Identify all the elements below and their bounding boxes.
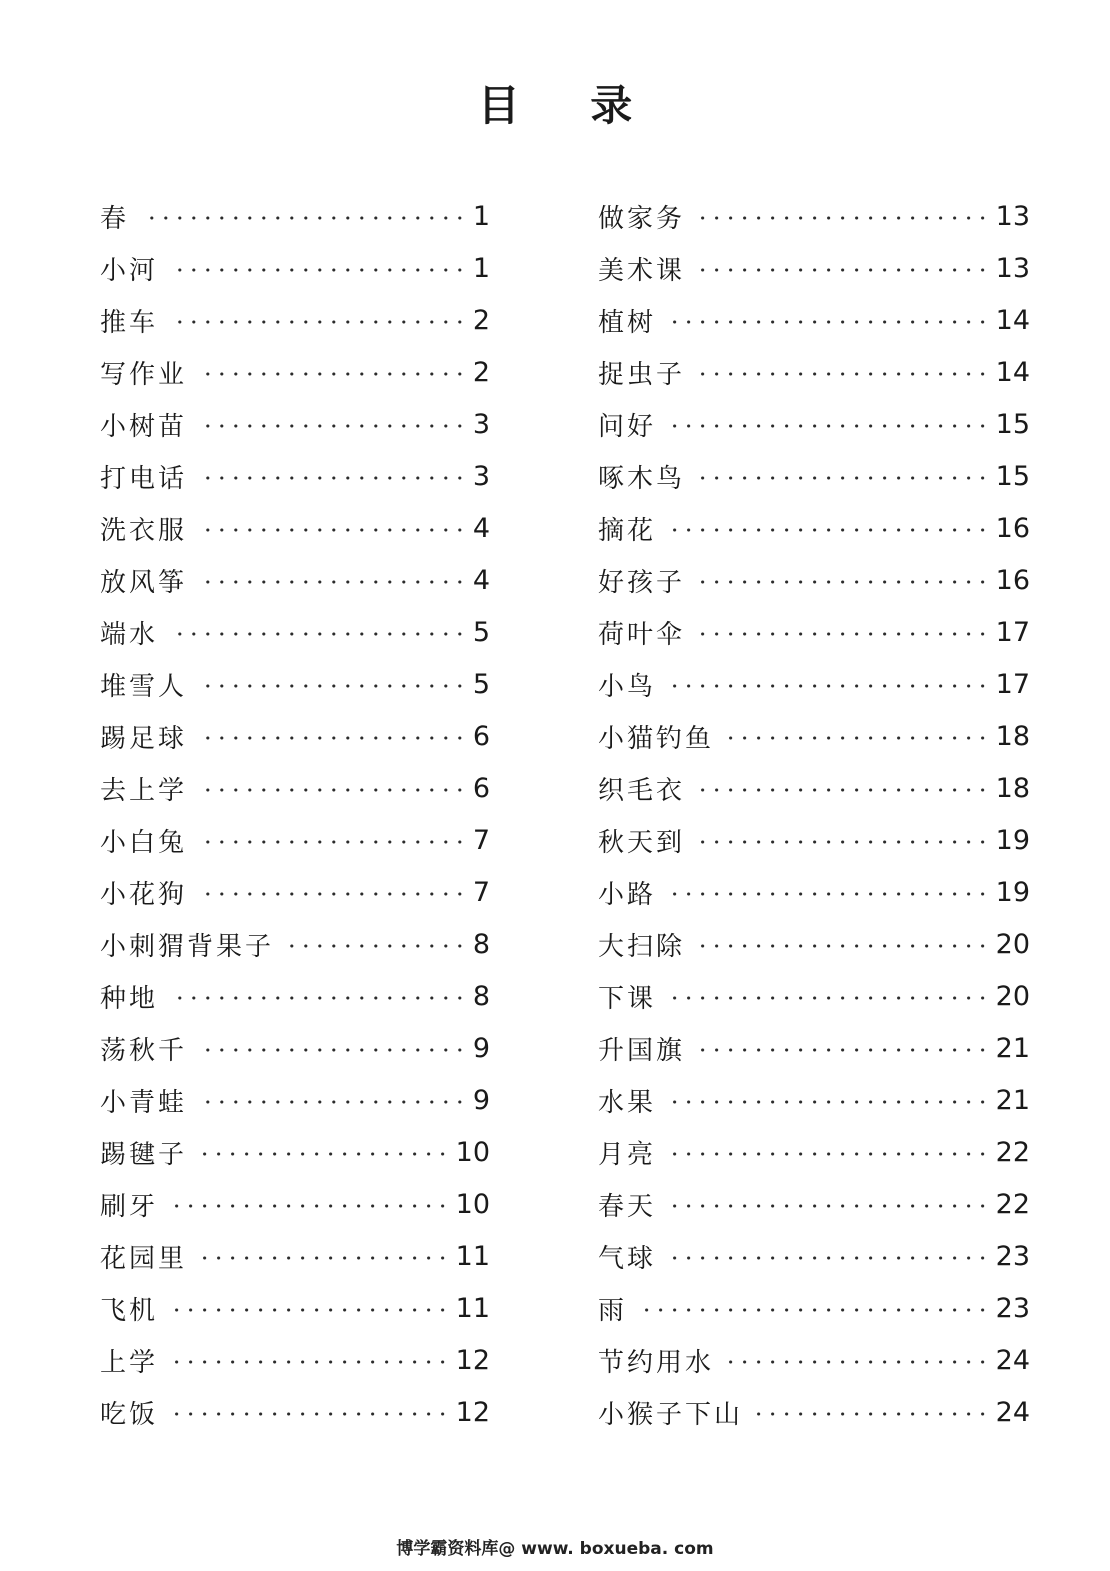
- dot-leader: [288, 944, 467, 948]
- dot-leader: [699, 580, 990, 584]
- toc-entry-page-number: 2: [472, 304, 490, 336]
- toc-entry-title: 问好: [598, 411, 657, 442]
- dot-leader: [699, 268, 990, 272]
- toc-entry[interactable]: [100, 1022, 490, 1074]
- toc-entry[interactable]: [598, 762, 1030, 814]
- dot-leader: [699, 1048, 990, 1052]
- dot-leader: [670, 996, 990, 1000]
- toc-entry-title: 上学: [100, 1347, 159, 1378]
- toc-entry-page-number: 23: [995, 1292, 1030, 1324]
- toc-entry[interactable]: [100, 346, 490, 398]
- toc-entry[interactable]: [598, 814, 1030, 866]
- toc-entry-title: 捉虫子: [598, 359, 686, 390]
- toc-entry[interactable]: [100, 190, 490, 242]
- toc-entry-title: 小河: [100, 255, 159, 286]
- toc-right-column: [598, 190, 1030, 1438]
- dot-leader: [757, 1412, 990, 1416]
- dot-leader: [699, 476, 990, 480]
- toc-entry-page-number: 19: [995, 824, 1030, 856]
- toc-entry-title: 春: [100, 203, 130, 234]
- dot-leader: [670, 320, 990, 324]
- dot-leader: [201, 1152, 450, 1156]
- dot-leader: [201, 788, 467, 792]
- toc-entry-title: 小路: [598, 879, 657, 910]
- toc-entry-title: 气球: [598, 1243, 657, 1274]
- toc-entry-title: 打电话: [100, 463, 188, 494]
- toc-entry-page-number: 23: [995, 1240, 1030, 1272]
- toc-entry[interactable]: [598, 190, 1030, 242]
- dot-leader: [670, 684, 990, 688]
- toc-entry[interactable]: [100, 398, 490, 450]
- toc-entry[interactable]: [598, 710, 1030, 762]
- toc-entry-page-number: 9: [472, 1084, 490, 1116]
- toc-entry-title: 小刺猬背果子: [100, 931, 275, 962]
- toc-entry-page-number: 11: [455, 1292, 490, 1324]
- toc-entry-title: 做家务: [598, 203, 686, 234]
- toc-entry[interactable]: [598, 1126, 1030, 1178]
- toc-entry-page-number: 20: [995, 980, 1030, 1012]
- dot-leader: [699, 632, 990, 636]
- toc-entry[interactable]: [598, 502, 1030, 554]
- dot-leader: [670, 1152, 990, 1156]
- toc-entry-page-number: 5: [472, 616, 490, 648]
- toc-entry-page-number: 17: [995, 616, 1030, 648]
- toc-entry-page-number: 8: [472, 928, 490, 960]
- toc-entry[interactable]: [100, 1074, 490, 1126]
- toc-entry-page-number: 6: [472, 772, 490, 804]
- dot-leader: [699, 372, 990, 376]
- dot-leader: [172, 268, 467, 272]
- toc-entry-title: 小鸟: [598, 671, 657, 702]
- toc-entry-page-number: 12: [455, 1344, 490, 1376]
- toc-entry-page-number: 3: [472, 460, 490, 492]
- toc-entry[interactable]: [598, 866, 1030, 918]
- toc-entry-page-number: 8: [472, 980, 490, 1012]
- toc-entry[interactable]: [100, 710, 490, 762]
- toc-entry[interactable]: [598, 658, 1030, 710]
- toc-entry-page-number: 24: [995, 1396, 1030, 1428]
- toc-entry-page-number: 11: [455, 1240, 490, 1272]
- toc-entry-page-number: 22: [995, 1136, 1030, 1168]
- toc-entry[interactable]: [100, 606, 490, 658]
- toc-entry-title: 踢毽子: [100, 1139, 188, 1170]
- toc-entry-title: 洗衣服: [100, 515, 188, 546]
- dot-leader: [728, 736, 990, 740]
- toc-entry-page-number: 4: [472, 564, 490, 596]
- dot-leader: [172, 1204, 450, 1208]
- toc-entry[interactable]: [100, 658, 490, 710]
- toc-entry-page-number: 17: [995, 668, 1030, 700]
- dot-leader: [201, 528, 467, 532]
- toc-entry-title: 节约用水: [598, 1347, 715, 1378]
- dot-leader: [670, 892, 990, 896]
- toc-entry-title: 荡秋千: [100, 1035, 188, 1066]
- dot-leader: [201, 840, 467, 844]
- toc-entry[interactable]: [598, 970, 1030, 1022]
- toc-entry-page-number: 20: [995, 928, 1030, 960]
- toc-entry[interactable]: [100, 1178, 490, 1230]
- dot-leader: [201, 372, 467, 376]
- toc-entry[interactable]: [598, 1334, 1030, 1386]
- toc-entry[interactable]: [100, 918, 490, 970]
- toc-entry[interactable]: [100, 1334, 490, 1386]
- dot-leader: [201, 736, 467, 740]
- toc-entry-page-number: 21: [995, 1032, 1030, 1064]
- toc-entry[interactable]: [100, 970, 490, 1022]
- dot-leader: [670, 1256, 990, 1260]
- toc-left-column: [100, 190, 490, 1438]
- toc-entry-page-number: 21: [995, 1084, 1030, 1116]
- dot-leader: [201, 892, 467, 896]
- toc-entry-page-number: 24: [995, 1344, 1030, 1376]
- toc-entry-page-number: 16: [995, 512, 1030, 544]
- toc-entry-title: 荷叶伞: [598, 619, 686, 650]
- dot-leader: [699, 840, 990, 844]
- toc-entry[interactable]: [598, 1282, 1030, 1334]
- dot-leader: [201, 424, 467, 428]
- toc-entry[interactable]: [100, 814, 490, 866]
- toc-entry-title: 升国旗: [598, 1035, 686, 1066]
- toc-entry-title: 飞机: [100, 1295, 159, 1326]
- toc-entry-page-number: 7: [472, 876, 490, 908]
- toc-entry-page-number: 4: [472, 512, 490, 544]
- toc-entry-title: 小白兔: [100, 827, 188, 858]
- toc-entry-page-number: 6: [472, 720, 490, 752]
- toc-entry-title: 啄木鸟: [598, 463, 686, 494]
- toc-entry-page-number: 14: [995, 304, 1030, 336]
- toc-entry[interactable]: [100, 1126, 490, 1178]
- toc-entry[interactable]: [598, 346, 1030, 398]
- page-title: 目 录: [477, 81, 661, 130]
- toc-entry[interactable]: [598, 1022, 1030, 1074]
- toc-entry-title: 摘花: [598, 515, 657, 546]
- toc-entry[interactable]: [598, 1074, 1030, 1126]
- toc-entry[interactable]: [598, 242, 1030, 294]
- dot-leader: [172, 996, 467, 1000]
- toc-entry[interactable]: [598, 294, 1030, 346]
- toc-entry-title: 下课: [598, 983, 657, 1014]
- toc-entry-page-number: 7: [472, 824, 490, 856]
- toc-entry[interactable]: [100, 762, 490, 814]
- toc-entry-title: 小树苗: [100, 411, 188, 442]
- toc-entry-page-number: 9: [472, 1032, 490, 1064]
- toc-entry-page-number: 2: [472, 356, 490, 388]
- dot-leader: [699, 944, 990, 948]
- dot-leader: [172, 1308, 450, 1312]
- toc-entry-title: 花园里: [100, 1243, 188, 1274]
- toc-entry[interactable]: [100, 242, 490, 294]
- toc-entry-page-number: 1: [472, 252, 490, 284]
- toc-entry-page-number: 10: [455, 1136, 490, 1168]
- dot-leader: [641, 1308, 990, 1312]
- dot-leader: [670, 424, 990, 428]
- toc-entry-title: 放风筝: [100, 567, 188, 598]
- dot-leader: [143, 216, 467, 220]
- toc-entry[interactable]: [598, 450, 1030, 502]
- toc-entry-page-number: 15: [995, 408, 1030, 440]
- dot-leader: [201, 1100, 467, 1104]
- dot-leader: [201, 580, 467, 584]
- toc-entry-title: 小猴子下山: [598, 1399, 744, 1430]
- toc-entry-title: 刷牙: [100, 1191, 159, 1222]
- dot-leader: [728, 1360, 990, 1364]
- toc-entry-page-number: 22: [995, 1188, 1030, 1220]
- dot-leader: [201, 476, 467, 480]
- toc-entry-page-number: 1: [472, 200, 490, 232]
- toc-entry-title: 去上学: [100, 775, 188, 806]
- dot-leader: [201, 684, 467, 688]
- toc-entry-title: 推车: [100, 307, 159, 338]
- toc-entry-title: 吃饭: [100, 1399, 159, 1430]
- dot-leader: [670, 528, 990, 532]
- toc-entry-page-number: 15: [995, 460, 1030, 492]
- toc-entry[interactable]: [100, 1282, 490, 1334]
- dot-leader: [670, 1100, 990, 1104]
- toc-entry-page-number: 14: [995, 356, 1030, 388]
- toc-entry-title: 小猫钓鱼: [598, 723, 715, 754]
- toc-entry-title: 好孩子: [598, 567, 686, 598]
- toc-entry-title: 种地: [100, 983, 159, 1014]
- toc-entry-title: 月亮: [598, 1139, 657, 1170]
- toc-entry[interactable]: [100, 866, 490, 918]
- toc-entry-title: 秋天到: [598, 827, 686, 858]
- toc-entry-title: 堆雪人: [100, 671, 188, 702]
- toc-entry[interactable]: [598, 398, 1030, 450]
- dot-leader: [670, 1204, 990, 1208]
- toc-entry[interactable]: [100, 554, 490, 606]
- dot-leader: [172, 320, 467, 324]
- toc-entry[interactable]: [100, 294, 490, 346]
- toc-entry[interactable]: [100, 1386, 490, 1438]
- dot-leader: [201, 1048, 467, 1052]
- toc-entry-title: 植树: [598, 307, 657, 338]
- toc-entry[interactable]: [598, 554, 1030, 606]
- toc-entry-title: 踢足球: [100, 723, 188, 754]
- toc-entry-page-number: 18: [995, 772, 1030, 804]
- toc-entry[interactable]: [598, 1178, 1030, 1230]
- toc-entry-title: 雨: [598, 1295, 628, 1326]
- toc-entry[interactable]: [598, 606, 1030, 658]
- toc-entry-page-number: 18: [995, 720, 1030, 752]
- toc-entry-page-number: 3: [472, 408, 490, 440]
- toc-entry-page-number: 13: [995, 252, 1030, 284]
- toc-entry-title: 春天: [598, 1191, 657, 1222]
- toc-entry-page-number: 10: [455, 1188, 490, 1220]
- toc-entry[interactable]: [100, 1230, 490, 1282]
- toc-entry[interactable]: [100, 502, 490, 554]
- toc-entry-page-number: 16: [995, 564, 1030, 596]
- toc-entry-title: 小青蛙: [100, 1087, 188, 1118]
- dot-leader: [699, 216, 990, 220]
- toc-entry-title: 端水: [100, 619, 159, 650]
- dot-leader: [699, 788, 990, 792]
- toc-entry-page-number: 5: [472, 668, 490, 700]
- toc-entry[interactable]: [598, 918, 1030, 970]
- dot-leader: [172, 1360, 450, 1364]
- toc-entry-title: 大扫除: [598, 931, 686, 962]
- toc-entry-title: 小花狗: [100, 879, 188, 910]
- toc-entry-title: 美术课: [598, 255, 686, 286]
- toc-entry-title: 写作业: [100, 359, 188, 390]
- dot-leader: [201, 1256, 450, 1260]
- footer-watermark: 博学霸资料库@ www. boxueba. com: [396, 1539, 714, 1559]
- dot-leader: [172, 1412, 450, 1416]
- toc-entry[interactable]: [100, 450, 490, 502]
- toc-entry[interactable]: [598, 1386, 1030, 1438]
- toc-entry-page-number: 19: [995, 876, 1030, 908]
- toc-entry[interactable]: [598, 1230, 1030, 1282]
- toc-entry-title: 织毛衣: [598, 775, 686, 806]
- toc-entry-page-number: 12: [455, 1396, 490, 1428]
- toc-entry-page-number: 13: [995, 200, 1030, 232]
- dot-leader: [172, 632, 467, 636]
- toc-entry-title: 水果: [598, 1087, 657, 1118]
